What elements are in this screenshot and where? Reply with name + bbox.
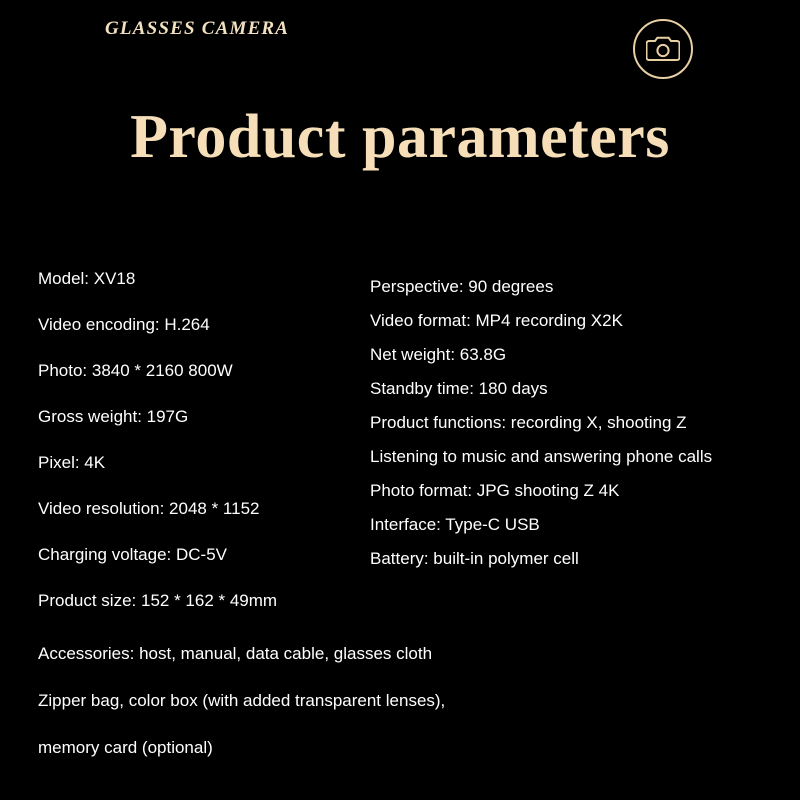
brand-title: GLASSES CAMERA [105, 18, 290, 39]
spec-item: Video format: MP4 recording X2K [370, 311, 623, 330]
specs-left-column [38, 268, 378, 636]
spec-item: Product functions: recording X, shooting Z [370, 413, 687, 432]
spec-item: Net weight: 63.8G [370, 345, 507, 364]
spec-item: Photo format: JPG shooting Z 4K [370, 481, 620, 500]
spec-item: Gross weight: 197G [38, 407, 189, 426]
specs-bottom-lines [38, 643, 778, 784]
spec-item: Pixel: 4K [38, 453, 106, 472]
spec-item: Accessories: host, manual, data cable, glasses cloth [38, 644, 433, 663]
spec-item: Model: XV18 [38, 269, 136, 288]
spec-item: Battery: built-in polymer cell [370, 549, 579, 568]
spec-item: Charging voltage: DC-5V [38, 545, 227, 564]
spec-item: Standby time: 180 days [370, 379, 548, 398]
spec-item: Video resolution: 2048 * 1152 [38, 499, 260, 518]
spec-item: Video encoding: H.264 [38, 315, 210, 334]
camera-icon [633, 19, 693, 79]
specs-right-column [370, 276, 790, 582]
spec-item: Product size: 152 * 162 * 49mm [38, 591, 278, 610]
spec-item: Perspective: 90 degrees [370, 277, 554, 296]
spec-item: Listening to music and answering phone calls [370, 447, 713, 466]
page-title: Product parameters [130, 103, 670, 171]
spec-item: memory card (optional) [38, 738, 213, 757]
spec-item: Photo: 3840 * 2160 800W [38, 361, 233, 380]
spec-item: Zipper bag, color box (with added transparent lenses), [38, 691, 446, 710]
spec-item: Interface: Type-C USB [370, 515, 540, 534]
